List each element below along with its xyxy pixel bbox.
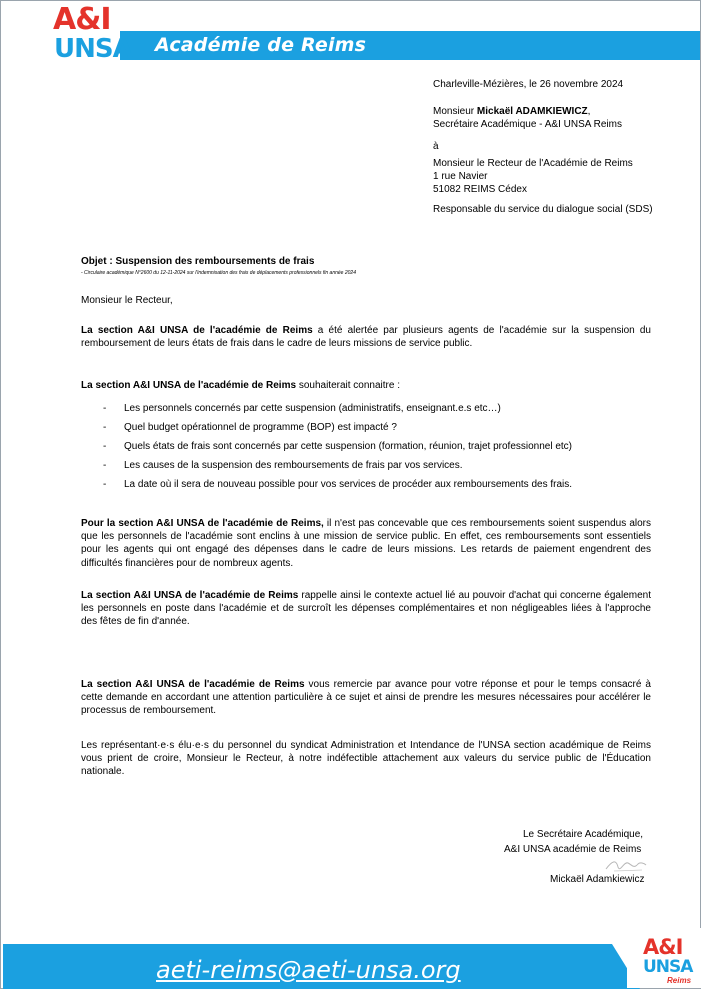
paragraph-3: Pour la section A&I UNSA de l'académie de Reims, il n'est pas concevable que ces remboursements soient suspendus alors que les personnels de l'académie sont enclins à une mission de service public. En effet, ces remboursements sont essentiels pour les agents qui ont engagé des dépenses dans le cadre de leurs missions. Les retards de paiement engendrent des difficultés financières pour de nombreux agents. [81, 518, 651, 569]
recipient-line: Monsieur le Recteur de l'Académie de Reims [433, 158, 633, 169]
paragraph-4: La section A&I UNSA de l'académie de Reims rappelle ainsi le contexte actuel lié au pouvoir d'achat qui concerne également les personnels en poste dans l'académie et de surcroît les dépenses complémentaires et non négligeables liées à l'approche des fêtes de fin d'année. [81, 590, 651, 628]
footer-logo-reims-text: Reims [667, 976, 692, 985]
circulaire-reference: - Circulaire académique N°2600 du 12-11-2024 sur l'indemnisation des frais de déplacements professionnels fin année 2024 [81, 270, 356, 276]
footer-email-link[interactable]: aeti-reims@aeti-unsa.org [156, 956, 461, 984]
paragraph-5: La section A&I UNSA de l'académie de Reims vous remercie par avance pour votre réponse et pour le temps consacré à cette demande en accordant une attention particulière à ce sujet et ainsi de prendre les mesures nécessaires pour accélérer le processus de remboursement. [81, 679, 651, 717]
signature-role: Le Secrétaire Académique, [523, 829, 644, 840]
recipient-line: 51082 REIMS Cédex [433, 184, 527, 195]
recipient-line: 1 rue Navier [433, 171, 488, 182]
footer-logo-ai-text: A&I [643, 935, 683, 959]
logo-ai-text: A&I [53, 2, 111, 37]
footer-logo [627, 928, 701, 988]
list-item: - Quels états de frais sont concernés par cette suspension (formation, réunion, trajet professionnel etc) [103, 441, 573, 452]
question-list [81, 402, 572, 497]
logo-unsa-text: UNSA [54, 34, 132, 64]
salutation: Monsieur le Recteur, [81, 295, 173, 306]
list-item: - Les personnels concernés par cette suspension (administratifs, enseignant.e.s etc…) [103, 403, 501, 414]
sender-role: Secrétaire Académique - A&I UNSA Reims [433, 119, 622, 130]
paragraph-1: La section A&I UNSA de l'académie de Reims a été alertée par plusieurs agents de l'académie sur la suspension du remboursement de leurs états de frais dans le cadre de leurs missions de service public. [81, 325, 651, 350]
header-title: Académie de Reims [155, 34, 367, 56]
handwritten-signature [604, 855, 648, 875]
recipient-service: Responsable du service du dialogue social (SDS) [433, 204, 653, 215]
place-date: Charleville-Mézières, le 26 novembre 2024 [433, 79, 624, 90]
footer-logo-unsa-text: UNSA [643, 957, 693, 977]
list-item: - Les causes de la suspension des remboursements de frais par vos services. [103, 460, 463, 471]
paragraph-6: Les représentant·e·s élu·e·s du personnel du syndicat Administration et Intendance de l'UNSA section académique de Reims vous prient de croire, Monsieur le Recteur, à notre indéfectible attachement aux valeurs du service public de l'Éducation nationale. [81, 740, 651, 778]
ai-unsa-logo [53, 2, 132, 67]
paragraph-2: La section A&I UNSA de l'académie de Reims souhaiterait connaitre : [81, 380, 400, 391]
signature-name: Mickaël Adamkiewicz [550, 874, 645, 885]
objet-line: Objet : Suspension des remboursements de frais [81, 256, 315, 267]
list-item: - La date où il sera de nouveau possible pour vos services de procéder aux remboursements des frais. [103, 479, 573, 490]
sender-name: Mickaël ADAMKIEWICZ [476, 106, 588, 117]
sender-line: Monsieur Mickaël ADAMKIEWICZ, [433, 106, 591, 117]
a-label: à [433, 141, 439, 152]
list-item: - Quel budget opérationnel de programme (BOP) est impacté ? [103, 422, 397, 433]
signature-org: A&I UNSA académie de Reims [504, 844, 642, 855]
